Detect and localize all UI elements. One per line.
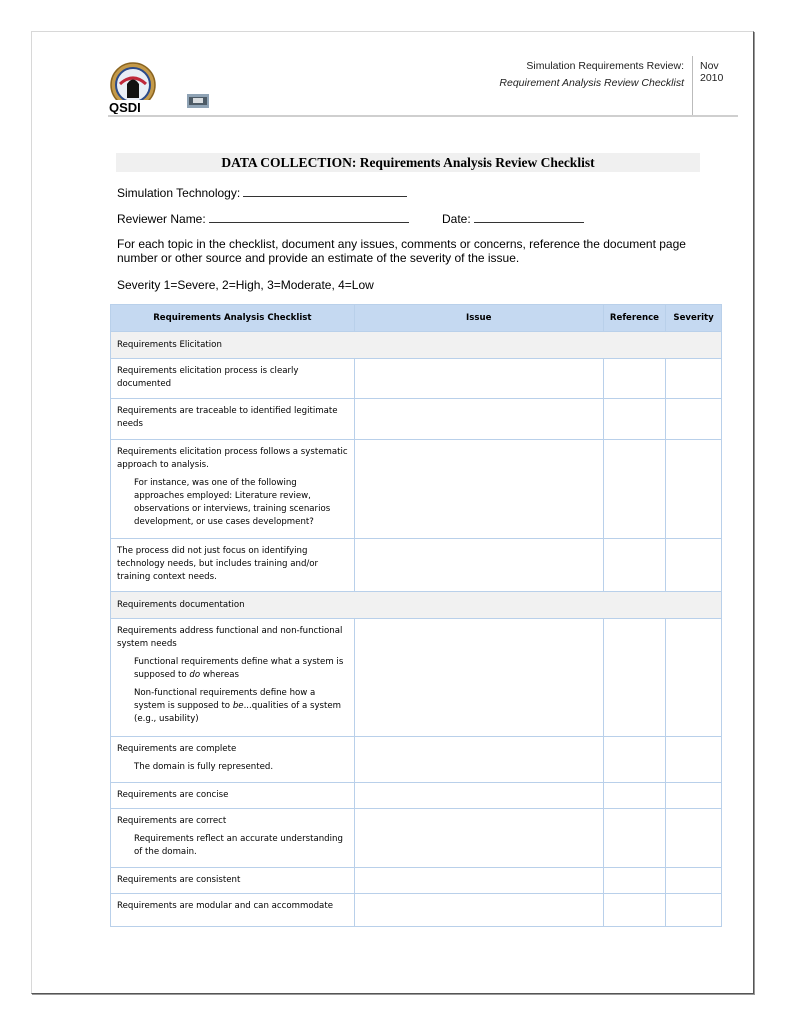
severity-cell[interactable] [666, 868, 722, 894]
reference-cell[interactable] [603, 783, 665, 809]
checklist-item-text: Requirements elicitation process follows a systematic approach to analysis. [117, 447, 348, 470]
checklist-item: Requirements are concise [111, 783, 355, 809]
checklist-item [111, 737, 355, 783]
severity-cell[interactable] [666, 783, 722, 809]
severity-cell[interactable] [666, 399, 722, 440]
section-row-documentation [111, 592, 722, 619]
issue-cell[interactable] [354, 868, 603, 894]
severity-legend: Severity 1=Severe, 2=High, 3=Moderate, 4=Low [117, 278, 374, 292]
checklist-item: Requirements are consistent [111, 868, 355, 894]
checklist-item [111, 619, 355, 737]
reference-cell[interactable] [603, 737, 665, 783]
severity-cell[interactable] [666, 809, 722, 868]
simulation-technology-label: Simulation Technology: [117, 186, 241, 200]
document-title: DATA COLLECTION: Requirements Analysis Review Checklist [116, 153, 700, 172]
issue-cell[interactable] [354, 399, 603, 440]
section-row-elicitation [111, 332, 722, 359]
checklist-item-detail: The domain is fully represented. [134, 762, 274, 772]
reviewer-name-label: Reviewer Name: [117, 212, 206, 226]
table-row [111, 359, 722, 399]
detail-text: Non-functional requirements define how a system is supposed to [134, 688, 316, 711]
issue-cell[interactable] [354, 809, 603, 868]
severity-cell[interactable] [666, 539, 722, 592]
reference-cell[interactable] [603, 359, 665, 399]
issue-cell[interactable] [354, 359, 603, 399]
table-row [111, 440, 722, 539]
header-date-year: 2010 [700, 72, 724, 84]
detail-text: ...qualities of a system (e.g., usability) [134, 701, 342, 724]
reference-cell[interactable] [603, 399, 665, 440]
detail-emphasis: be [232, 701, 244, 711]
checklist-item [111, 809, 355, 868]
column-header-checklist: Requirements Analysis Checklist [111, 305, 355, 332]
detail-text: whereas [200, 670, 239, 680]
section-label: Requirements Elicitation [111, 332, 722, 359]
severity-cell[interactable] [666, 619, 722, 737]
checklist-item-detail [117, 687, 348, 726]
header-date [700, 60, 723, 84]
reference-cell[interactable] [603, 809, 665, 868]
qsdi-seal-logo [108, 62, 158, 114]
reference-cell[interactable] [603, 539, 665, 592]
table-row [111, 809, 722, 868]
issue-cell[interactable] [354, 783, 603, 809]
table-row [111, 894, 722, 927]
document-page [31, 31, 754, 994]
issue-cell[interactable] [354, 619, 603, 737]
table-row [111, 619, 722, 737]
issue-cell[interactable] [354, 539, 603, 592]
reference-cell[interactable] [603, 868, 665, 894]
checklist-item [111, 440, 355, 539]
reference-cell[interactable] [603, 440, 665, 539]
table-row [111, 737, 722, 783]
header-divider [692, 56, 693, 116]
table-row [111, 783, 722, 809]
checklist-item: Requirements elicitation process is clearly documented [111, 359, 355, 399]
checklist-item-text: Requirements are correct [117, 816, 227, 826]
column-header-issue: Issue [354, 305, 603, 332]
table-header-row [111, 305, 722, 332]
date-label: Date: [442, 212, 471, 226]
header-title: Simulation Requirements Review: [526, 60, 684, 72]
severity-cell[interactable] [666, 737, 722, 783]
detail-emphasis: do [189, 670, 201, 680]
column-header-severity: Severity [666, 305, 722, 332]
reference-cell[interactable] [603, 894, 665, 927]
svg-text:QSDI: QSDI [109, 100, 141, 114]
header-title-block [482, 60, 684, 89]
table-row [111, 399, 722, 440]
column-header-reference: Reference [603, 305, 665, 332]
checklist-item: Requirements are modular and can accommodate [111, 894, 355, 927]
header-subtitle: Requirement Analysis Review Checklist [499, 77, 684, 89]
table-row [111, 539, 722, 592]
checklist-item-text: Requirements address functional and non-functional system needs [117, 626, 343, 649]
checklist-table [110, 304, 722, 927]
simulation-technology-input[interactable] [243, 185, 407, 197]
date-input[interactable] [474, 211, 584, 223]
simulation-technology-field [117, 185, 407, 200]
checklist-item: Requirements are traceable to identified legitimate needs [111, 399, 355, 440]
issue-cell[interactable] [354, 737, 603, 783]
severity-cell[interactable] [666, 440, 722, 539]
detail-text: Functional requirements define what a system is supposed to [134, 657, 344, 680]
secondary-logo [187, 94, 209, 108]
reviewer-name-input[interactable] [209, 211, 409, 223]
instructions-text: For each topic in the checklist, document any issues, comments or concerns, reference the document page number or other source and provide an estimate of the severity of the issue. [117, 237, 686, 265]
checklist-item-detail: Requirements reflect an accurate understanding of the domain. [134, 834, 343, 857]
severity-cell[interactable] [666, 359, 722, 399]
table-row [111, 868, 722, 894]
checklist-item-text: Requirements are complete [117, 744, 237, 754]
section-label: Requirements documentation [111, 592, 722, 619]
header-rule [108, 115, 738, 117]
checklist-item-detail: For instance, was one of the following approaches employed: Literature review, observations or interviews, training scenarios development, or use cases development? [134, 478, 331, 527]
severity-cell[interactable] [666, 894, 722, 927]
issue-cell[interactable] [354, 894, 603, 927]
checklist-item: The process did not just focus on identifying technology needs, but includes training and/or training context needs. [111, 539, 355, 592]
checklist-item-detail [117, 656, 348, 682]
header-date-month: Nov [700, 60, 719, 72]
issue-cell[interactable] [354, 440, 603, 539]
reference-cell[interactable] [603, 619, 665, 737]
date-field [442, 211, 584, 226]
reviewer-name-field [117, 211, 409, 226]
